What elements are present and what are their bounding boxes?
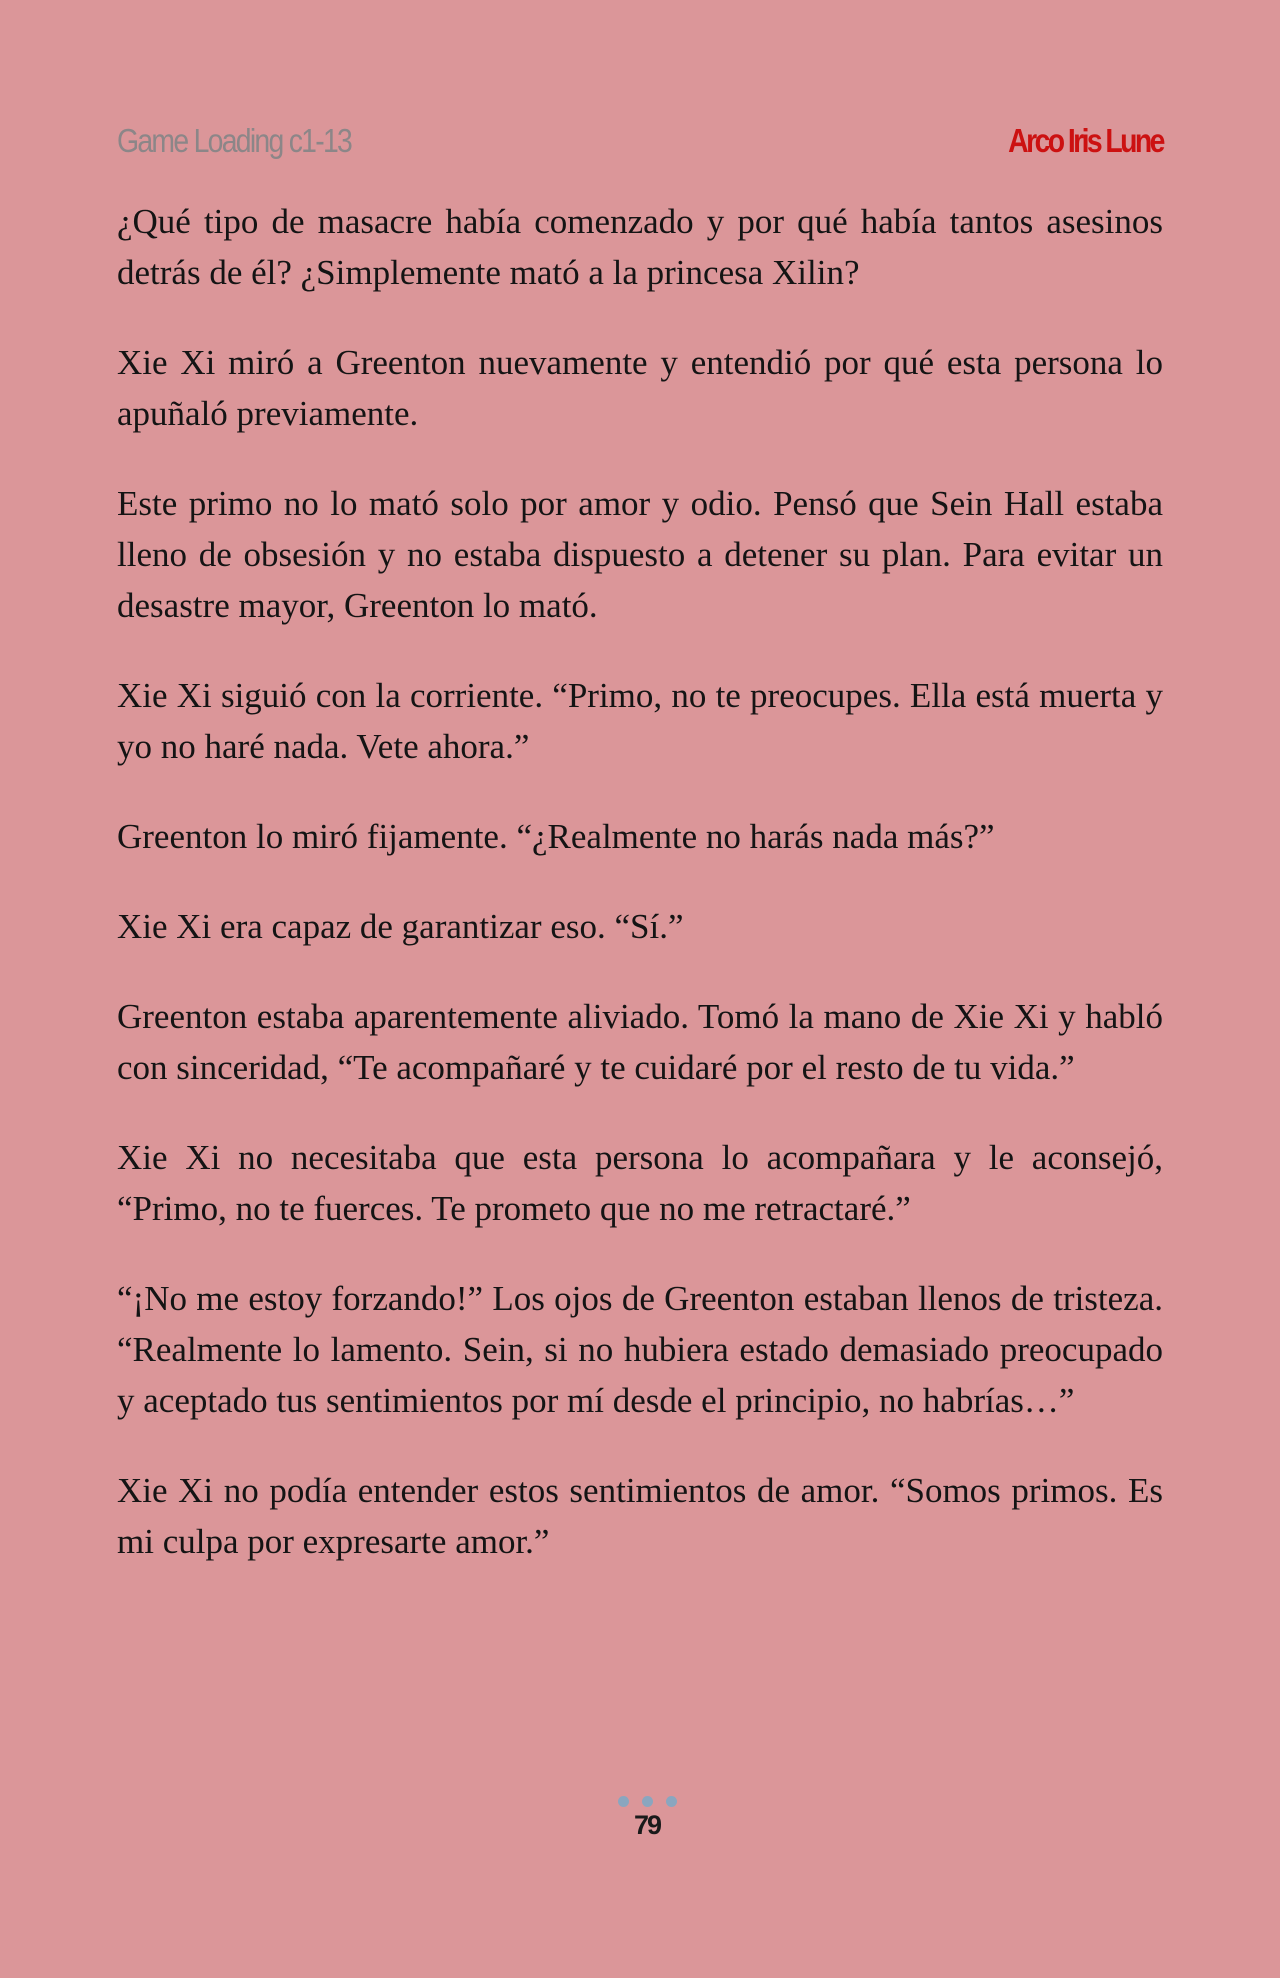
paragraph: Xie Xi era capaz de garantizar eso. “Sí.” xyxy=(117,907,684,946)
paragraph: Xie Xi miró a Greenton nuevamente y entendió por qué esta persona lo apuñaló previamente. xyxy=(117,343,1163,433)
paragraph: Greenton lo miró fijamente. “¿Realmente no harás nada más?” xyxy=(117,817,995,856)
page-body xyxy=(117,196,1163,1606)
paragraph: Greenton estaba aparentemente aliviado. Tomó la mano de Xie Xi y habló con sinceridad, “Te acompañaré y te cuidaré por el resto de tu vida.” xyxy=(117,997,1163,1087)
paragraph: “¡No me estoy forzando!” Los ojos de Greenton estaban llenos de tristeza. “Realmente lo lamento. Sein, si no hubiera estado demasiado preocupado y aceptado tus sentimientos por mí desde el principio, no habrías…” xyxy=(117,1279,1163,1420)
dot-ornament-icon xyxy=(618,1796,629,1807)
paragraph: Este primo no lo mató solo por amor y odio. Pensó que Sein Hall estaba lleno de obsesión y no estaba dispuesto a detener su plan. Para evitar un desastre mayor, Greenton lo mató. xyxy=(117,484,1163,625)
ornament-dots xyxy=(14,1796,1280,1808)
page-header xyxy=(117,118,1163,164)
book-title-chapter: Game Loading c1-13 xyxy=(117,122,352,159)
page-footer xyxy=(0,1796,1280,1841)
dot-ornament-icon xyxy=(642,1796,653,1807)
paragraph: ¿Qué tipo de masacre había comenzado y por qué había tantos asesinos detrás de él? ¿Simplemente mató a la princesa Xilin? xyxy=(117,202,1163,292)
page-number: 79 xyxy=(633,1810,661,1840)
dot-ornament-icon xyxy=(666,1796,677,1807)
translator-credit: Arco Iris Lune xyxy=(1008,122,1163,159)
paragraph: Xie Xi no podía entender estos sentimientos de amor. “Somos primos. Es mi culpa por expresarte amor.” xyxy=(117,1471,1163,1561)
paragraph: Xie Xi siguió con la corriente. “Primo, no te preocupes. Ella está muerta y yo no haré nada. Vete ahora.” xyxy=(117,676,1163,766)
paragraph: Xie Xi no necesitaba que esta persona lo acompañara y le aconsejó, “Primo, no te fuerces. Te prometo que no me retractaré.” xyxy=(117,1138,1163,1228)
